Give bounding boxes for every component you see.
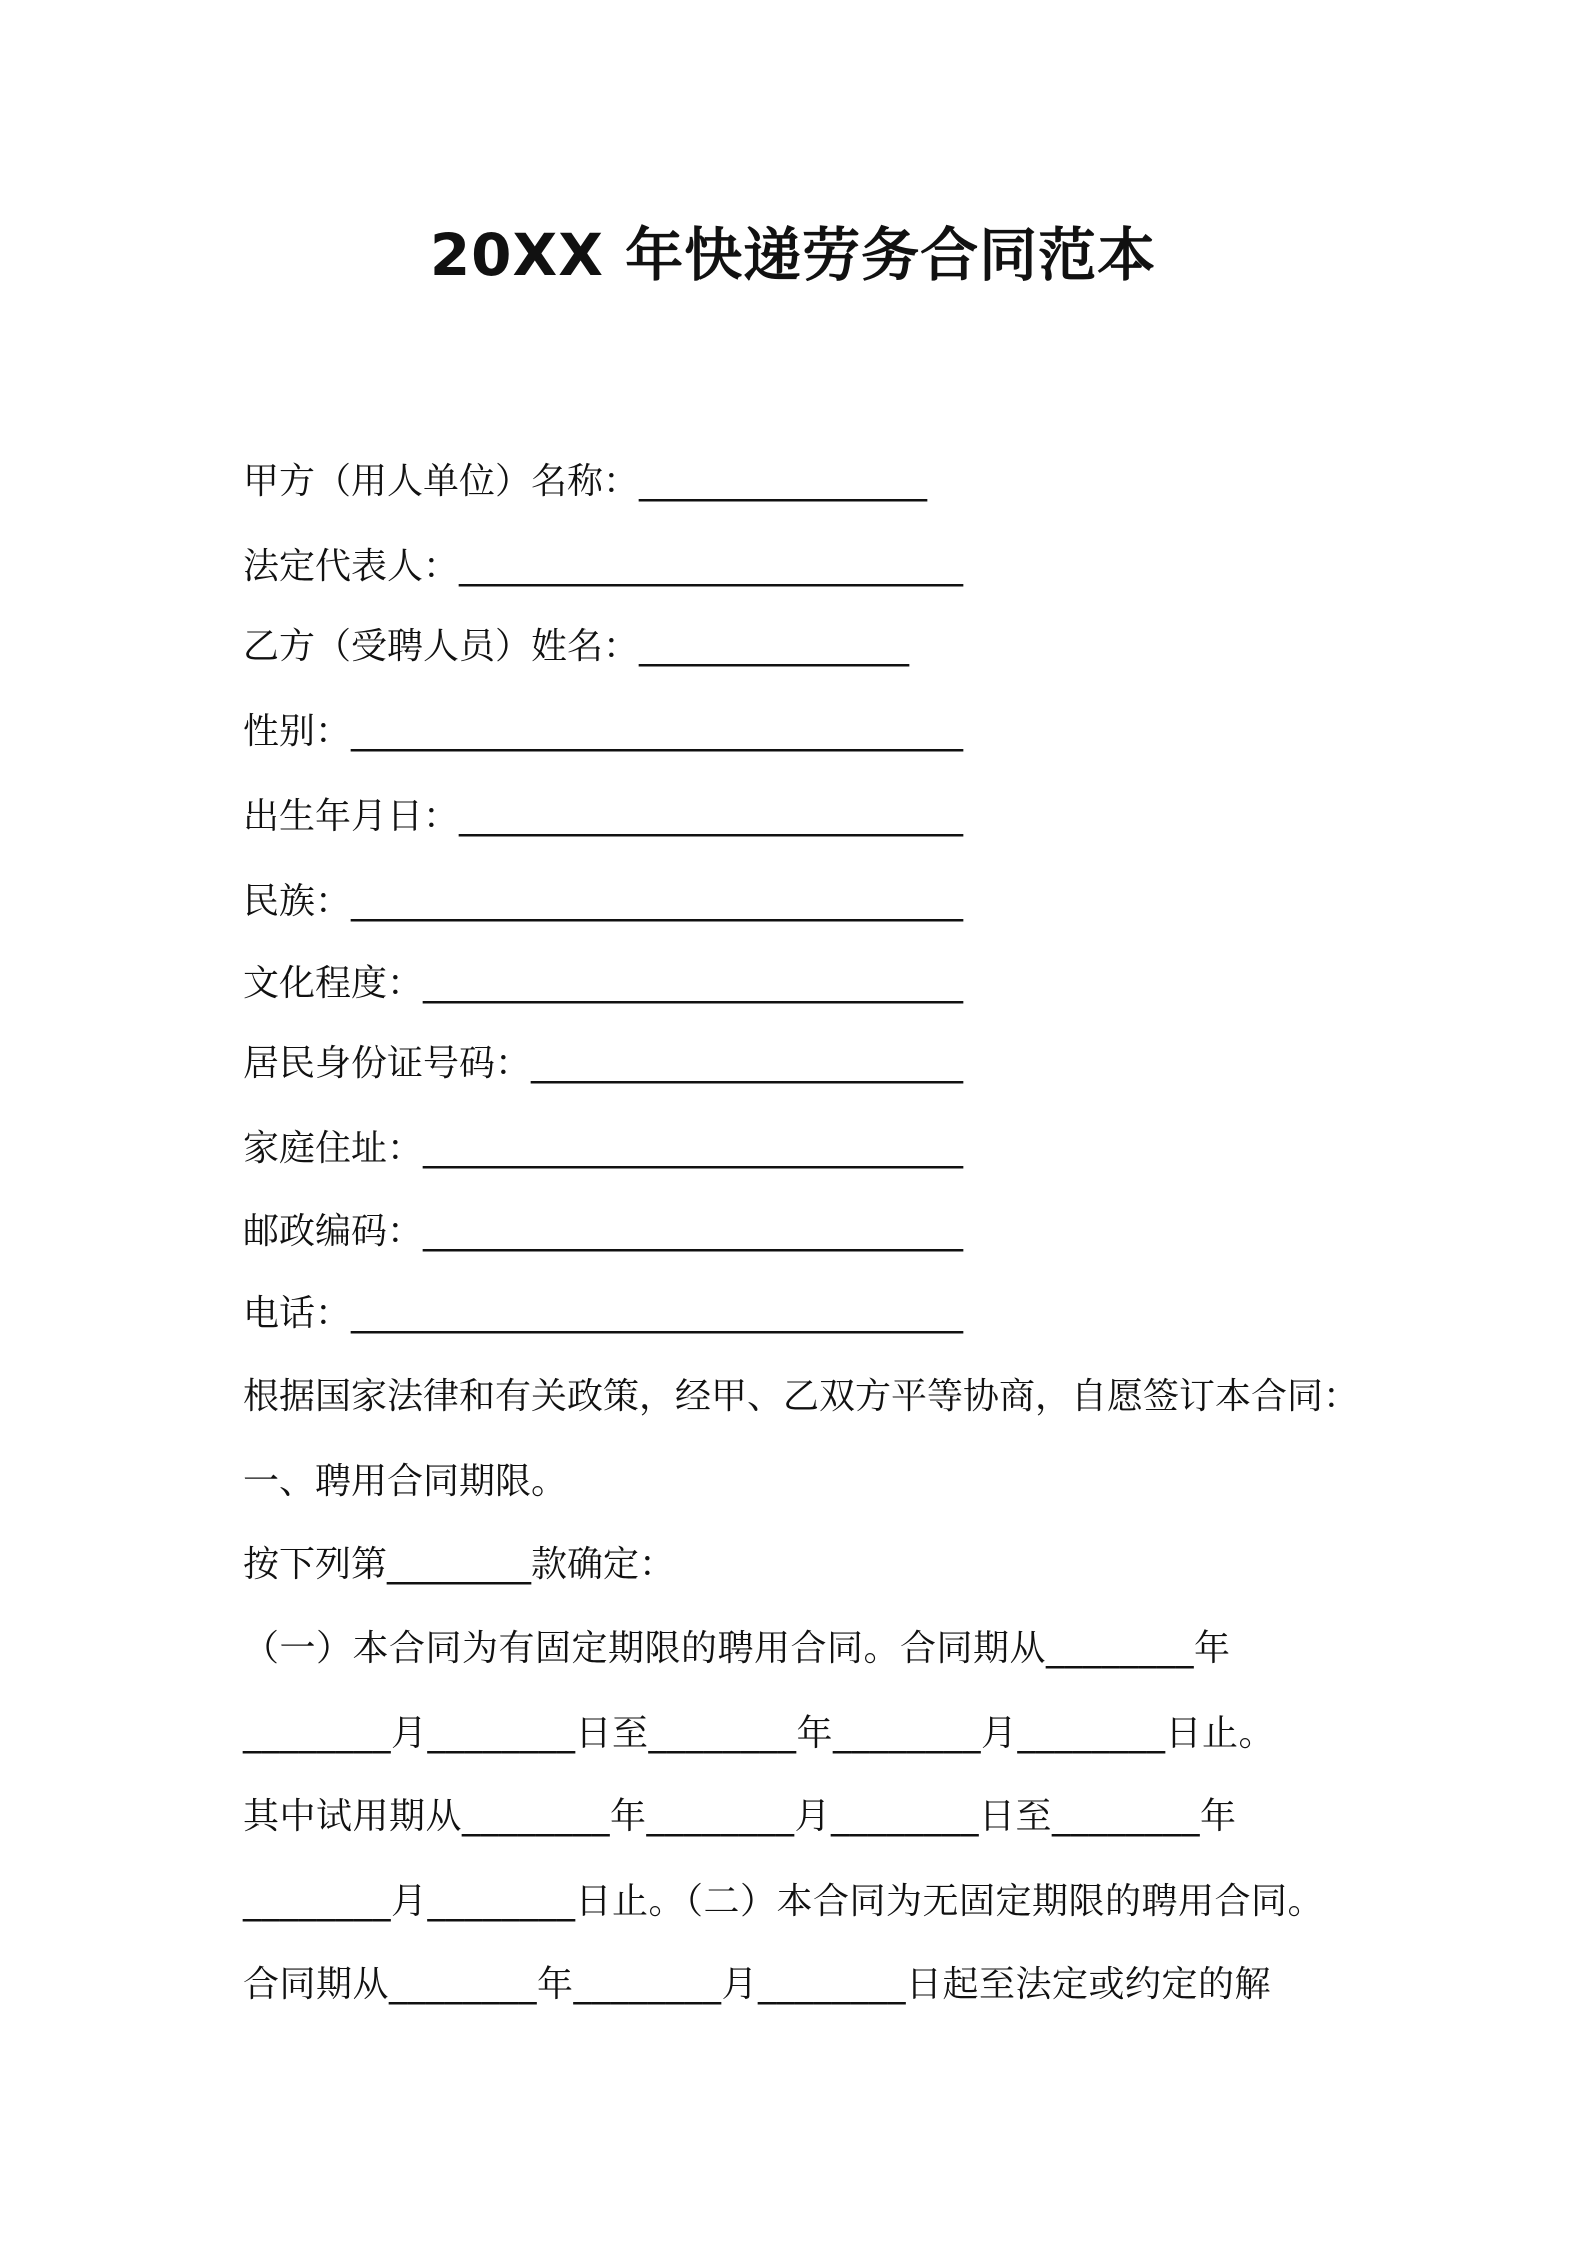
section-heading: 一、聘用合同期限。 (243, 1461, 568, 1502)
field-employee-name: 乙方（受聘人员）姓名：_______________ (243, 626, 910, 667)
clause-line: ________月________日至________年________月________日止。 (243, 1713, 1275, 1754)
field-education: 文化程度：______________________________ (243, 963, 964, 1004)
clause-line: 合同期从________年________月________日起至法定或约定的解 (243, 1964, 1272, 2005)
document-title: 20XX 年快递劳务合同范本 (429, 221, 1157, 289)
field-postal-code: 邮政编码：______________________________ (243, 1211, 964, 1252)
field-phone: 电话：__________________________________ (243, 1293, 964, 1334)
clause-line: ________月________日止。（二）本合同为无固定期限的聘用合同。 (243, 1881, 1325, 1922)
field-birth-date: 出生年月日：____________________________ (243, 796, 964, 837)
field-gender: 性别：__________________________________ (243, 711, 964, 752)
field-home-address: 家庭住址：______________________________ (243, 1128, 964, 1169)
field-legal-representative: 法定代表人：____________________________ (243, 546, 964, 587)
section-intro: 按下列第________款确定： (243, 1544, 676, 1585)
field-id-number: 居民身份证号码：________________________ (243, 1043, 964, 1084)
clause-line: 其中试用期从________年________月________日至________年 (243, 1796, 1237, 1837)
field-employer-name: 甲方（用人单位）名称：________________ (243, 461, 928, 502)
preamble-text: 根据国家法律和有关政策，经甲、乙双方平等协商，自愿签订本合同： (243, 1376, 1360, 1417)
clause-line: （一）本合同为有固定期限的聘用合同。合同期从________年 (243, 1628, 1231, 1669)
field-ethnicity: 民族：__________________________________ (243, 881, 964, 922)
